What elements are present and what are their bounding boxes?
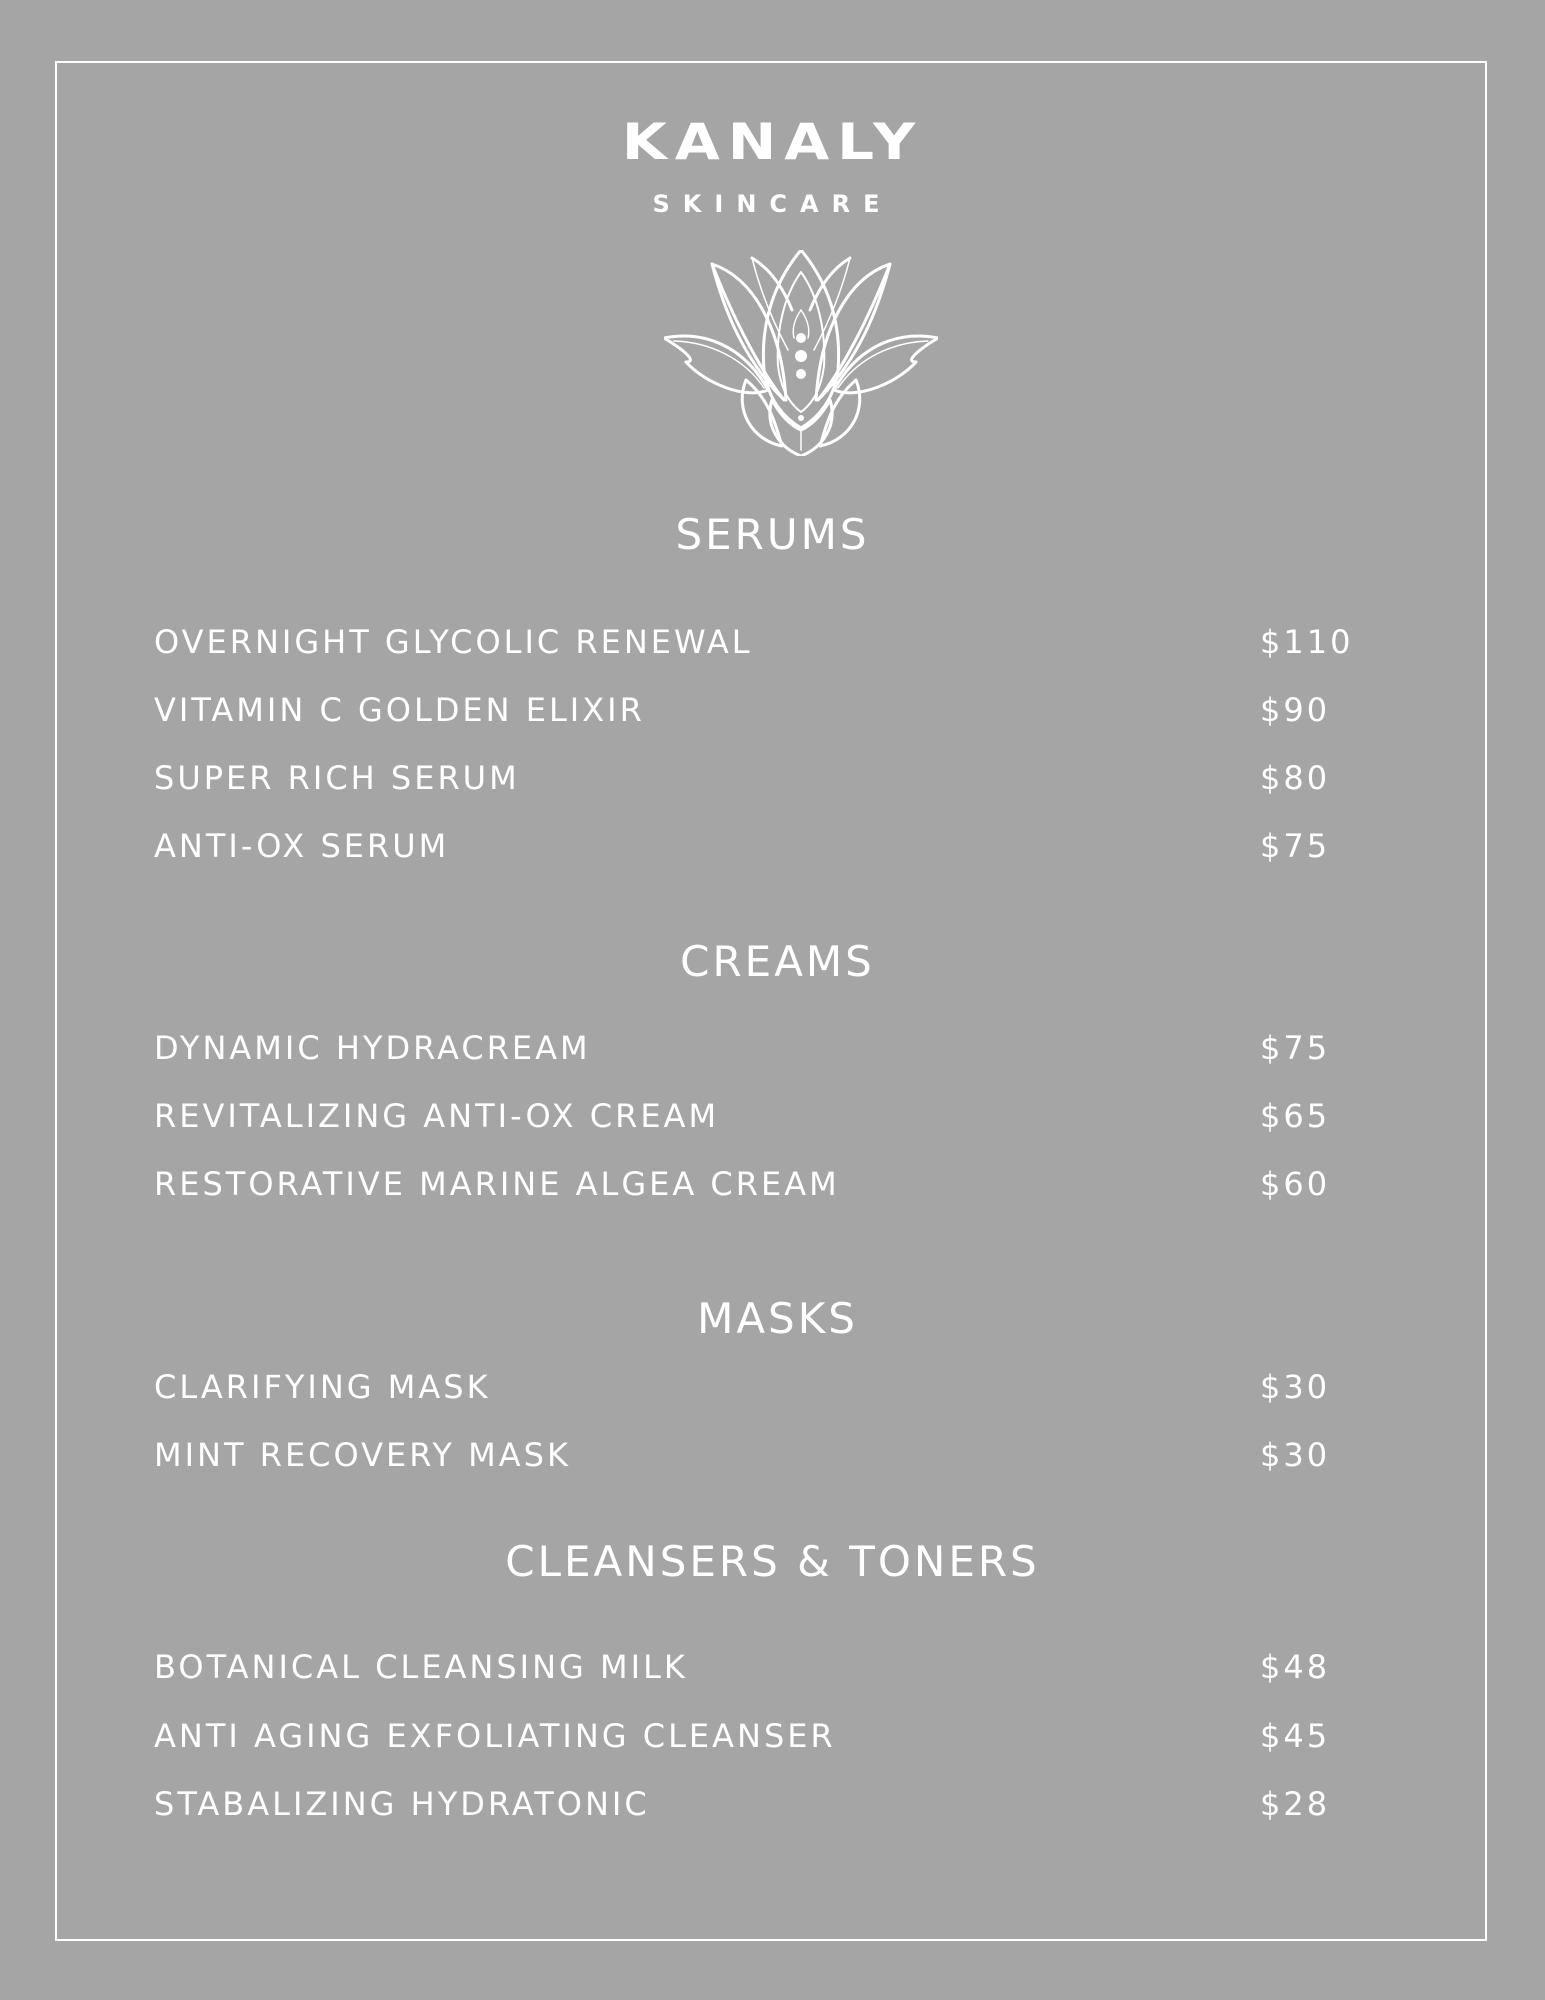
menu-item-price: $60 <box>1260 1165 1331 1203</box>
section-title: CREAMS <box>680 937 875 986</box>
menu-item-price: $30 <box>1260 1368 1331 1406</box>
menu-item-price: $30 <box>1260 1436 1331 1474</box>
menu-item-price: $75 <box>1260 827 1331 865</box>
menu-item-name: BOTANICAL CLEANSING MILK <box>154 1648 688 1686</box>
menu-item-price: $80 <box>1260 759 1331 797</box>
menu-item-name: DYNAMIC HYDRACREAM <box>154 1029 591 1067</box>
menu-item-name: SUPER RICH SERUM <box>154 759 520 797</box>
menu-item-price: $75 <box>1260 1029 1331 1067</box>
menu-item-name: REVITALIZING ANTI-OX CREAM <box>154 1097 720 1135</box>
menu-item-name: CLARIFYING MASK <box>154 1368 491 1406</box>
section-title: CLEANSERS & TONERS <box>505 1537 1040 1586</box>
menu-item-name: ANTI-OX SERUM <box>154 827 450 865</box>
menu-item-name: ANTI AGING EXFOLIATING CLEANSER <box>154 1717 836 1755</box>
menu-item-price: $65 <box>1260 1097 1331 1135</box>
menu-item-price: $28 <box>1260 1785 1331 1823</box>
brand-subtitle: SKINCARE <box>652 190 893 218</box>
section-title: MASKS <box>697 1294 858 1343</box>
menu-item-price: $90 <box>1260 691 1331 729</box>
menu-item-name: STABALIZING HYDRATONIC <box>154 1785 650 1823</box>
section-title: SERUMS <box>675 510 870 559</box>
menu-item-price: $110 <box>1260 623 1354 661</box>
menu-item-price: $48 <box>1260 1648 1331 1686</box>
menu-item-name: RESTORATIVE MARINE ALGEA CREAM <box>154 1165 840 1203</box>
menu-item-name: MINT RECOVERY MASK <box>154 1436 571 1474</box>
menu-item-name: VITAMIN C GOLDEN ELIXIR <box>154 691 645 729</box>
brand-name: KANALY <box>621 112 924 172</box>
menu-item-name: OVERNIGHT GLYCOLIC RENEWAL <box>154 623 753 661</box>
menu-item-price: $45 <box>1260 1717 1331 1755</box>
lotus-icon <box>664 250 938 456</box>
